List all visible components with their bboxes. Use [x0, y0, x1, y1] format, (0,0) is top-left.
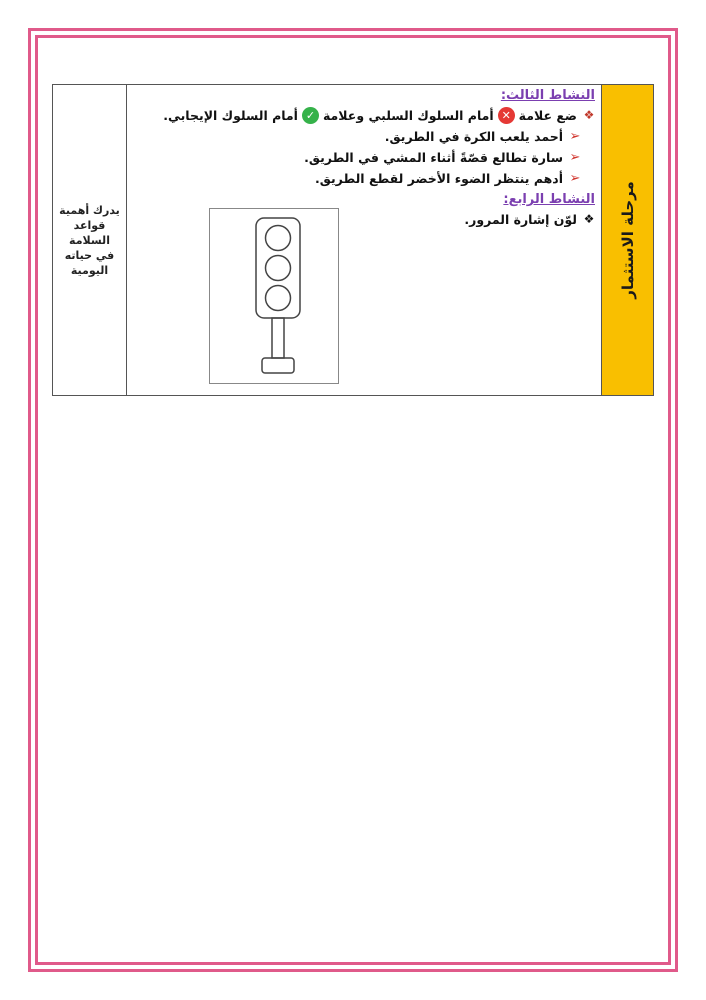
lesson-table [52, 84, 654, 396]
stage-label: مرحلة الاستثمار [618, 181, 637, 299]
activity4-title: النشاط الرابع: [503, 192, 595, 207]
activity3-item [127, 147, 595, 168]
activity3-instruction [127, 105, 595, 126]
activity3-title: النشاط الثالث: [500, 88, 595, 103]
arrow-bullet-icon: ➢ [569, 171, 581, 186]
stage-cell [601, 85, 653, 395]
activity3-item [127, 126, 595, 147]
arrow-bullet-icon: ➢ [569, 129, 581, 144]
cross-circle-icon: ✕ [498, 107, 515, 124]
activity3-item-text: سارة تطالع قصّةً أثناء المشي في الطريق. [304, 150, 563, 165]
objective-text [59, 203, 121, 278]
objective-cell [53, 85, 127, 395]
diamond-bullet-icon: ❖ [583, 212, 595, 226]
activity4-instruction [127, 209, 595, 230]
check-circle-icon: ✓ [302, 107, 319, 124]
activity3-item [127, 168, 595, 189]
objective-line: يدرك أهمية [59, 203, 120, 217]
activity4-instruction-text: لوّن إشارة المرور. [464, 212, 577, 227]
instruction-part2: أمام السلوك السلبي وعلامة [322, 108, 494, 123]
activity3-item-text: أحمد يلعب الكرة في الطريق. [384, 129, 563, 144]
diamond-bullet-icon: ❖ [583, 108, 595, 122]
traffic-light-drawing [209, 208, 339, 384]
objective-line: في حياته [64, 248, 115, 262]
arrow-bullet-icon: ➢ [569, 150, 581, 165]
instruction-part1: ضع علامة [518, 108, 577, 123]
traffic-light-icon [210, 209, 338, 383]
instruction-part3: أمام السلوك الإيجابي. [163, 108, 298, 123]
activity3-item-text: أدهم ينتظر الضوء الأخضر لقطع الطريق. [314, 171, 563, 186]
activities-cell [127, 85, 601, 395]
objective-line: قواعد السلامة [69, 218, 110, 247]
objective-line: اليومية [70, 263, 109, 277]
